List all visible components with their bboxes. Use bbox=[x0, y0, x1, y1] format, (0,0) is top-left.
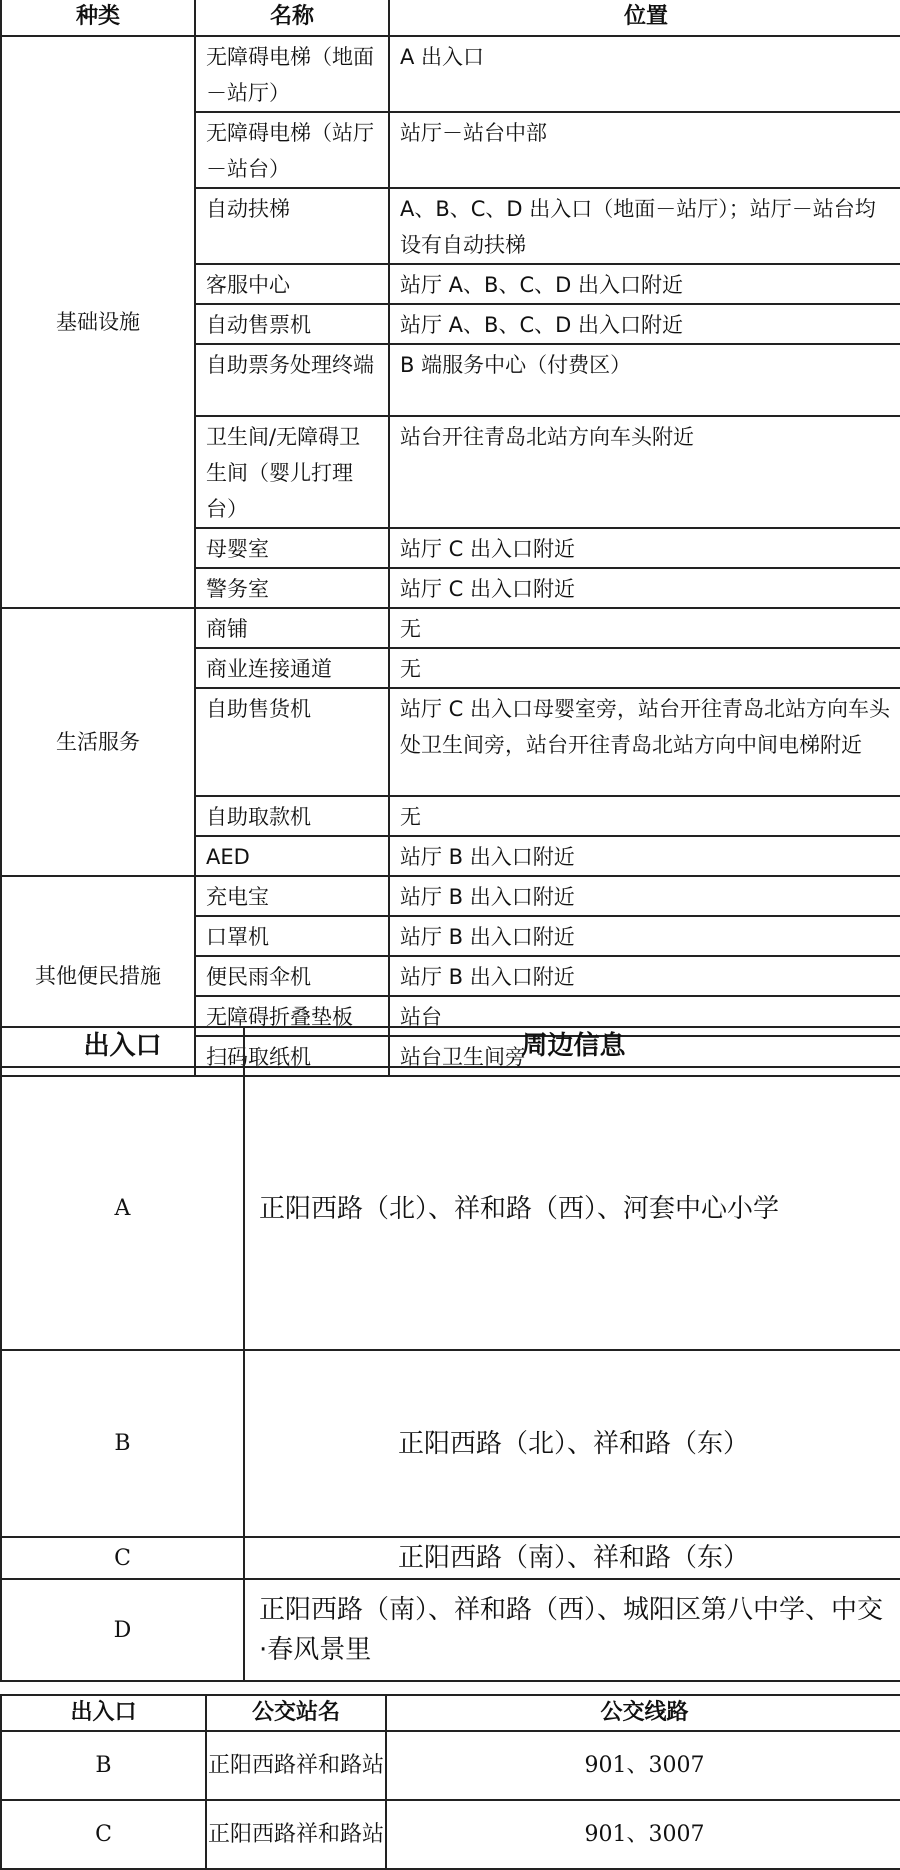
facility-location: 站厅 B 出入口附近 bbox=[389, 876, 900, 916]
table-row bbox=[1, 608, 900, 648]
header-name: 名称 bbox=[195, 0, 389, 36]
facility-name: 自助售货机 bbox=[195, 688, 389, 796]
facility-name: 自助取款机 bbox=[195, 796, 389, 836]
facility-location: B 端服务中心（付费区） bbox=[389, 344, 900, 416]
header-bus-lines: 公交线路 bbox=[386, 1695, 900, 1731]
facility-name: 警务室 bbox=[195, 568, 389, 608]
table-row bbox=[1, 1800, 900, 1869]
table-row bbox=[1, 1537, 900, 1579]
surroundings-header-row bbox=[1, 1027, 900, 1067]
facility-location: 站厅 C 出入口附近 bbox=[389, 528, 900, 568]
entrance-cell: A bbox=[1, 1067, 244, 1350]
facility-name: 卫生间/无障碍卫生间（婴儿打理台） bbox=[195, 416, 389, 528]
facility-location: A 出入口 bbox=[389, 36, 900, 112]
table-row bbox=[1, 36, 900, 112]
facility-location: 无 bbox=[389, 796, 900, 836]
facility-location: A、B、C、D 出入口（地面－站厅）；站厅－站台均设有自动扶梯 bbox=[389, 188, 900, 264]
facility-name: 商业连接通道 bbox=[195, 648, 389, 688]
header-location: 位置 bbox=[389, 0, 900, 36]
facility-name: 母婴室 bbox=[195, 528, 389, 568]
facility-location: 无 bbox=[389, 648, 900, 688]
entrance-cell: C bbox=[1, 1537, 244, 1579]
facility-location: 站台 bbox=[389, 996, 900, 1036]
facility-location: 站厅 C 出入口附近 bbox=[389, 568, 900, 608]
header-entrance: 出入口 bbox=[1, 1027, 244, 1067]
facility-name: 无障碍电梯（站厅－站台） bbox=[195, 112, 389, 188]
facility-location: 站厅 B 出入口附近 bbox=[389, 956, 900, 996]
facility-name: 商铺 bbox=[195, 608, 389, 648]
bus-table bbox=[0, 1694, 900, 1870]
category-cell: 基础设施 bbox=[1, 36, 195, 608]
entrance-cell: B bbox=[1, 1350, 244, 1537]
facility-location: 站厅 B 出入口附近 bbox=[389, 916, 900, 956]
facility-location: 站厅 C 出入口母婴室旁，站台开往青岛北站方向车头处卫生间旁，站台开往青岛北站方向中间电梯附近 bbox=[389, 688, 900, 796]
surroundings-cell: 正阳西路（南）、祥和路（西）、城阳区第八中学、中交·春风景里 bbox=[244, 1579, 900, 1681]
bus-lines-cell: 901、3007 bbox=[386, 1800, 900, 1869]
surroundings-cell: 正阳西路（南）、祥和路（东） bbox=[244, 1537, 900, 1579]
surroundings-table bbox=[0, 1026, 900, 1682]
facility-name: 扫码取纸机 bbox=[195, 1036, 389, 1076]
facility-name: 便民雨伞机 bbox=[195, 956, 389, 996]
header-bus-stop: 公交站名 bbox=[206, 1695, 386, 1731]
facility-name: 充电宝 bbox=[195, 876, 389, 916]
facility-location: 无 bbox=[389, 608, 900, 648]
entrance-cell: C bbox=[1, 1800, 206, 1869]
facility-location: 站台开往青岛北站方向车头附近 bbox=[389, 416, 900, 528]
header-category: 种类 bbox=[1, 0, 195, 36]
bus-stop-cell: 正阳西路祥和路站 bbox=[206, 1731, 386, 1800]
facility-location: 站厅－站台中部 bbox=[389, 112, 900, 188]
facility-location: 站厅 A、B、C、D 出入口附近 bbox=[389, 304, 900, 344]
table-row bbox=[1, 876, 900, 916]
facility-location: 站厅 B 出入口附近 bbox=[389, 836, 900, 876]
entrance-cell: B bbox=[1, 1731, 206, 1800]
facility-name: 自动扶梯 bbox=[195, 188, 389, 264]
facility-name: 自动售票机 bbox=[195, 304, 389, 344]
bus-header-row bbox=[1, 1695, 900, 1731]
table-row bbox=[1, 1067, 900, 1350]
facility-location: 站厅 A、B、C、D 出入口附近 bbox=[389, 264, 900, 304]
facility-location: 站台卫生间旁 bbox=[389, 1036, 900, 1076]
header-entrance: 出入口 bbox=[1, 1695, 206, 1731]
facility-name: 无障碍电梯（地面－站厅） bbox=[195, 36, 389, 112]
category-cell: 其他便民措施 bbox=[1, 876, 195, 1076]
facility-name: 客服中心 bbox=[195, 264, 389, 304]
surroundings-cell: 正阳西路（北）、祥和路（东） bbox=[244, 1350, 900, 1537]
table-row bbox=[1, 1350, 900, 1537]
table-row bbox=[1, 1731, 900, 1800]
bus-lines-cell: 901、3007 bbox=[386, 1731, 900, 1800]
category-cell: 生活服务 bbox=[1, 608, 195, 876]
entrance-cell: D bbox=[1, 1579, 244, 1681]
header-surroundings: 周边信息 bbox=[244, 1027, 900, 1067]
facility-name: AED bbox=[195, 836, 389, 876]
facility-name: 自助票务处理终端 bbox=[195, 344, 389, 416]
bus-stop-cell: 正阳西路祥和路站 bbox=[206, 1800, 386, 1869]
facility-name: 口罩机 bbox=[195, 916, 389, 956]
facilities-header-row bbox=[1, 0, 900, 36]
surroundings-cell: 正阳西路（北）、祥和路（西）、河套中心小学 bbox=[244, 1067, 900, 1350]
facility-name: 无障碍折叠垫板 bbox=[195, 996, 389, 1036]
table-row bbox=[1, 1579, 900, 1681]
